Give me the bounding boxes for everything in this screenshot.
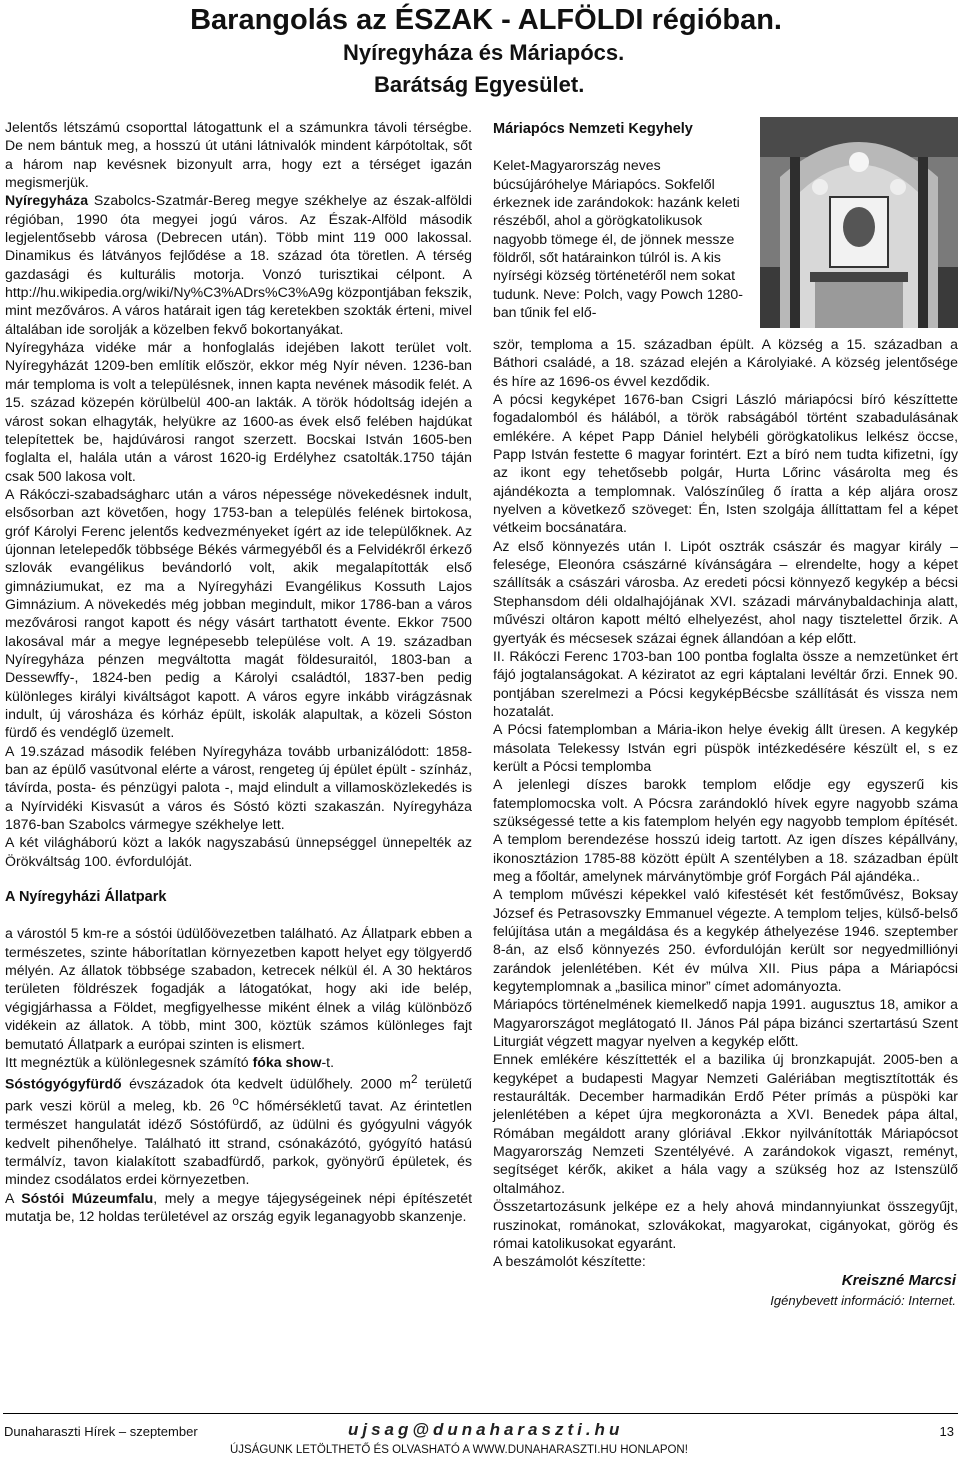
sosto-paragraph <box>5 1071 472 1188</box>
author-line: A beszámolót készítette: <box>493 1253 646 1270</box>
author-name: Kreiszné Marcsi <box>841 1272 956 1289</box>
museum-paragraph <box>5 1189 472 1226</box>
source-note: Igénybevett információ: Internet. <box>770 1293 956 1308</box>
painting-paragraph: A templom művészi képekkel való kifestését két festőművész, Boksay József és Petrasovszky Emmanuel végezte. A templom teljes, külső-belső felújítása után a megáldása és a kegykép áthelyezése 1946. szeptember 8-án, az első könnyezés 250. évfordulóján került sor negyedmilliónyi zarándok jelenlétében. Két év múlva XII. Pius pápa a Máriapócsi kegytemplomnak a „basilica minor” címet adományozta. <box>493 886 958 995</box>
signature-block <box>770 1272 956 1308</box>
page-footer <box>0 1420 960 1460</box>
right-main-column <box>493 335 958 1271</box>
seal-show-paragraph <box>5 1053 472 1071</box>
first-weeping-paragraph: Az első könnyezés után I. Lipót osztrák császár és magyar király – felesége, Eleonóra császárné kívánságára – elrendelte, hogy a képet szállítsák a császári városba. Az eredeti pócsi könnyező kegykép a bécsi Stephansdom déli oldalhajójának XVI. századi márványbaldachinja alatt, művészi oltáron kapott méltó elhelyezést, ahol nagy tisztelettel őrzik. A gyertyák és mécsesek százai égnek állandóan a kép előtt. <box>493 537 958 646</box>
rakoczi-paragraph: A Rákóczi-szabadságharc után a város népessége növekedésnek indult, elsősorban azt követően, hogy 1753-ban a település felének birtokosa, gróf Károlyi Ferenc jelentős kedvezményeket ígért az ide települőknek. Az újonnan letelepedők többsége Békés vármegyéből és a Felvidékről érkező szlovák evangélikus bevándorló volt, akik megalapították első gimnáziumukat, ez ma a Nyíregyházi Evangélikus Kossuth Lajos Gimnázium. A növekedés még jobban megindult, mikor 1786-ban a város mezővárosi rangot kapott és négy vásárt tarthatott évente. Ekkor 7500 lakosával már a megye legnépesebb települése volt. A 19. században Nyíregyháza pénzen megváltotta magát földesuraitól, 1803-ban a Dessewffy-, 1824-ben pedig a Károlyi családtól, 1837-ben pedig különleges királyi kiváltságot kapott. A város egyre inkább virágzásnak indult, új városháza és kórház épült, iskolák alapultak, a közeli Sóston fürdő és vendéglő üzemelt. <box>5 485 472 741</box>
museum-term: Sóstói Múzeumfalu <box>21 1189 154 1206</box>
history-paragraph: Nyíregyháza vidéke már a honfoglalás idejében lakott terület volt. Nyíregyházát 1209-ben említik először, ekkor még Nyír néven. 1236-ban már temploma is volt a településnek, innen kapta nevének második felét. A 15. század közepén körülbelül 400-an lakták. A török hódoltság idején a várost sokan elhagyták, helyükre az 1600-as évek első felében hajdúkat telepítettek be, hajdúvárosi rangot szerzett. Bocskai István 1605-ben foglalta el, halála után a várost 1620-ig Erdélyhez csatolták.1750 táján csak 500 lakosa volt. <box>5 339 472 484</box>
sosto-sup-2: o <box>232 1095 239 1109</box>
sosto-sup-1: 2 <box>411 1073 418 1087</box>
left-column <box>5 118 472 1328</box>
icon-origin-paragraph: A pócsi kegyképet 1676-ban Csigri László máriapócsi bíró készíttette fogadalomból és hálából, a török rabságából történt szabadulásának emlékére. A képet Papp Dániel helybéli görögkatolikus lelkész öccse, Papp István festette 6 magyar forintért. Ezt a bíró nem tudta kifizetni, így az ikont egy tehetősebb polgár, Hurta Lőrinc vásárolta meg és ajándékozta a templomnak. Valószínűleg ő íratta a kép aljára orosz nyelven a következő szöveget: Én, Isten szolgája állíttattam fel a képet vétkeim bocsánatára. <box>493 391 958 536</box>
zoo-heading: A Nyíregyházi Állatpark <box>5 889 167 906</box>
unity-paragraph: Összetartozásunk jelképe ez a hely ahová mindannyiunkat összegyűjt, ruszinokat, románokat, szlovákokat, magyarokat, cigányokat, görög és római katolikusokat egyaránt. <box>493 1198 958 1251</box>
download-note: ÚJSÁGUNK LETÖLTHETŐ ÉS OLVASHATÓ A WWW.DUNAHARASZTI.HU HONLAPON! <box>230 1444 688 1456</box>
zoo-paragraph: a várostól 5 km-re a sóstói üdülőövezetben található. Az Állatpark ebben a természetes, szinte háborítatlan környezetben kapott helyet egy tölgyerdő mélyén. Az állatok többsége szabadon, ketrecek nélkül él. A 30 hektáros területen földrészek fogadják a látogatókat, hogy aki ide belép, végigjárhassa a Földet, megfigyelhesse miként élnek a világ különböző vidékein az állatok. A több, mint 300, köztük számos különleges fajt bemutató Állatpark a európai szinten is elismert. <box>5 925 472 1052</box>
basilica-altar-photo <box>760 117 958 328</box>
page-subtitle: Nyíregyháza és Máriapócs. <box>343 40 625 65</box>
baroque-church-paragraph: A jelenlegi díszes barokk templom elődje egy egyszerű kis fatemplomocska volt. A Pócsra zarándokló hívek egyre nagyobb száma szükségessé tette a kis fatemplom helyén egy nagyobb templom építését. A templom berendezése hosszú ideig tartott. Az igen díszes képállvány, ikonosztázion 1785-88 között épült A szentélyben a 18. században épült meg a főoltár, amelynek márványtömbje gróf Forgách Pál ajándéka.. <box>493 776 958 884</box>
urbanization-paragraph: A 19.század második felében Nyíregyháza tovább urbanizálódott: 1858-ban az épülő vasútvonal elérte a várost, rengeteg új épület épült - színház, távírda, posta- és pénzügyi palota -, majd elindult a villamosközlekedés is a Nyírvidéki Kisvasút a város és Sóstó közti szakaszán. Nyíregyháza 1876-ban Szabolcs vármegye székhelye lett. <box>5 742 472 833</box>
museum-text: , mely a megye tájegységeinek népi építészetét mutatja be, 12 holdas területével az ország egyik leganagyobb skanzenje. <box>5 1189 472 1224</box>
sosto-term: Sóstógyógyfürdő <box>5 1075 122 1092</box>
right-intro-column <box>493 120 754 321</box>
page-subtitle-2: Barátság Egyesület. <box>374 72 585 97</box>
publication-name: Dunaharaszti Hírek – szeptember <box>4 1424 198 1439</box>
seal-show-pre: Itt megnéztük a különlegesnek számító <box>5 1053 253 1070</box>
nyiregyhaza-term: Nyíregyháza <box>5 192 89 209</box>
nyiregyhaza-paragraph <box>5 191 472 338</box>
museum-pre: A <box>5 1189 22 1206</box>
copy-icon-paragraph: A Pócsi fatemplomban a Mária-ikon helye évekig állt üresen. A kegykép másolata Telekessy István egri püspök intézkedésére készült el, s ez került a Pócsi templomba <box>493 721 958 774</box>
worldwar-paragraph: A két világháború közt a lakók nagyszabású ünnepséggel ünnepelték az Örökváltság 100. évfordulóját. <box>5 834 472 869</box>
email-link[interactable]: ujsag@dunaharaszti.hu <box>348 1420 624 1439</box>
nyiregyhaza-text: Szabolcs-Szatmár-Bereg megye székhelye az észak-alföldi régióban, 1990 óta megyei jogú város. Az Észak-Alföld második legjelentősebb városa (Debrecen után). Több mint 119 000 lakossal. Dinamikus és látványos fejlődése a 18. század óta töretlen. A térség gazdasági és kulturális motorja. Vonzó turisztikai célpont. A http://hu.wikipedia.org/wiki/Ny%C3%ADrs%C3%A9g központjában fekszik, mint mezőváros. A város határait igen tág keretekben szokták érteni, mivel általában ide sorolják a közelben fekvő bokortanyákat. <box>5 192 472 337</box>
pope-visit-paragraph: Máriapócs történelmének kiemelkedő napja 1991. augusztus 18, amikor a Magyarországot meglátogató II. János Pál pápa bizánci szertartású Szent Liturgiát végzett magyar nyelven a kegykép előtt. <box>493 996 958 1050</box>
mariapocs-intro: Kelet-Magyarország neves búcsújáróhelye Máriapócs. Sokfelől érkeznek ide zarándokok: hazánk keleti részéből, ahol a görögkatolikusok nagyobb tömege él, de jönnek messze földről, sőt határainkon túlról is. A kis nyírségi község történetéről nem sokat tudunk. Neve: Polch, vagy Powch 1280-ban tűnik fel elő- <box>493 157 743 321</box>
seal-show-term: fóka show <box>252 1053 322 1070</box>
page-header <box>0 4 960 100</box>
mariapocs-history: ször, temploma a 15. században épült. A község a 15. században a Báthori családé, a 18. század elején a Károlyiaké. A község jelentősége és híre az 1696-os évvel kezdődik. <box>493 336 958 389</box>
sosto-text-1: évszázadok óta kedvelt üdülőhely. 2000 m <box>121 1075 412 1092</box>
sosto-text-3: C hőmérsékletű tavat. Az érintetlen természet hangulatát idéző Sóstófürdő, az üdülni és gyógyulni vágyók kedvelt pihenőhelye. Található itt strand, csónakázótó, gyógyító hatású termálvíz, tavon kialakított szabadfürdő, parkok, gyönyörű épületek, és mindez csodálatos erdei környezetben. <box>5 1097 472 1188</box>
intro-paragraph: Jelentős létszámú csoporttal látogattunk el a számunkra távoli térségbe. De nem bántuk meg, a hosszú út utáni látnivalók mindent kárpótoltak, sőt a három nap kevésnek bizonyult arra, hogy ezt a térséget igazán megismerjük. <box>5 119 472 191</box>
footer-divider <box>3 1413 958 1414</box>
mariapocs-heading: Máriapócs Nemzeti Kegyhely <box>493 121 693 137</box>
sosto-text-2: területű park veszi körül a meleg, kb. 26 <box>5 1075 472 1114</box>
rakoczi-paragraph-right: II. Rákóczi Ferenc 1703-ban 100 pontba foglalta össze a nemzetünket ért fájó jogtalanságokat. A kéziratot az egri káptalani levéltár őrzi. Ennek 90. pontjában szerelmezi a Pócsi kegyképBécsbe szállítását és vissza nem hozatalát. <box>493 647 958 719</box>
page-title: Barangolás az ÉSZAK - ALFÖLDI régióban. <box>190 4 782 36</box>
page-number: 13 <box>939 1424 954 1439</box>
bronze-gate-paragraph: Ennek emlékére készíttették el a bazilika új bronzkapuját. 2005-ben a kegyképet a budapesti Magyar Nemzeti Galériában megtisztították és restaurálták. December harmadikán Erdő Péter prímás a püspöki kar jelenlétében a képet újra megkoronázta a XVI. Benedek pápa által, Rómában megáldott arany glóriával .Ekkor nyilvánították Máriapócsot Magyarország Nemzeti Szentélyévé. A zarándokok vigaszt, reményt, segítséget kérők, akiket a hála vagy a szükség hoz az Istenszülő oltalmához. <box>493 1051 958 1196</box>
seal-show-post: -t. <box>321 1053 335 1070</box>
altar-image <box>760 117 958 328</box>
